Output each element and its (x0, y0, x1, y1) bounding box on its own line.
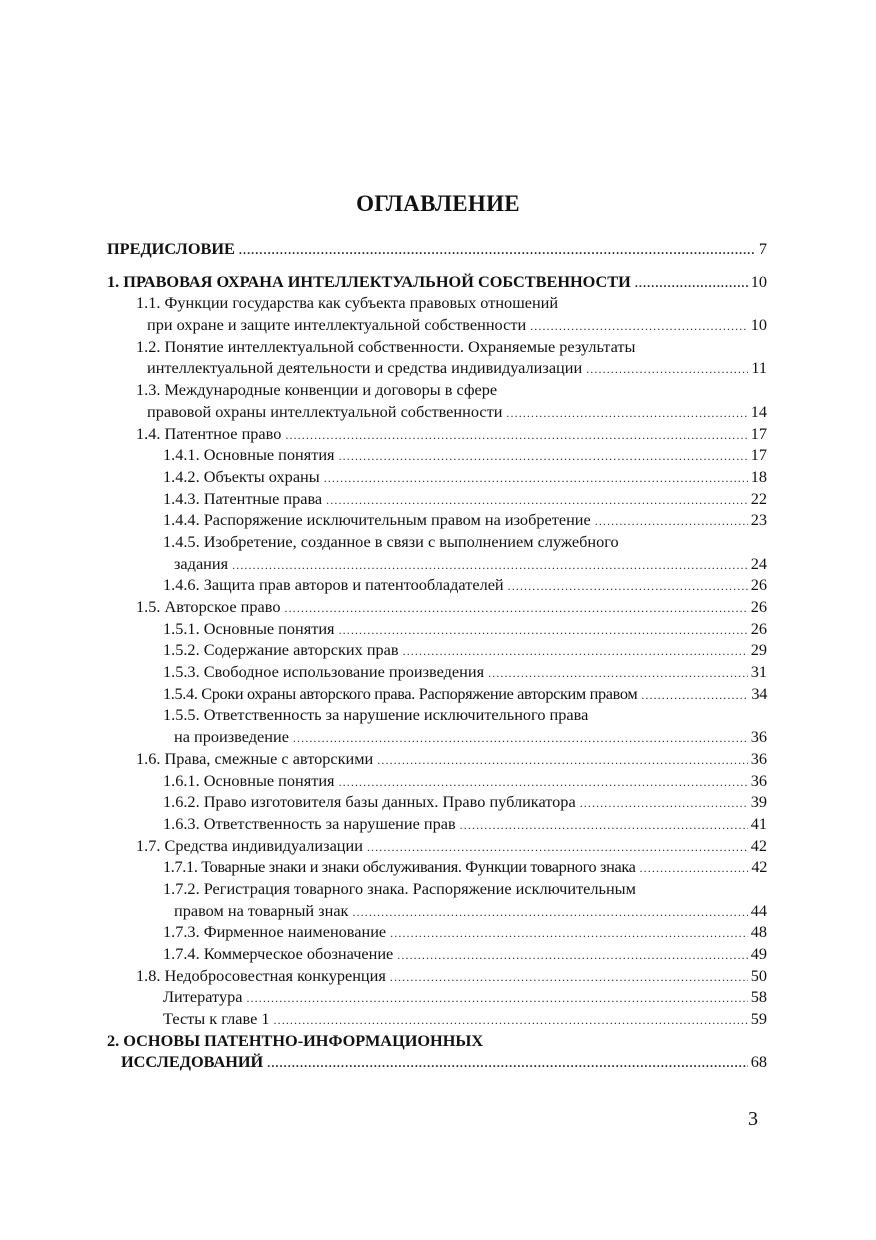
toc-entry-1-7-2-line2[interactable] (107, 900, 767, 922)
toc-entry-title: Тесты к главе 1 (163, 1009, 270, 1029)
dot-leader (460, 815, 748, 837)
toc-entry-title: 1.5.1. Основные понятия (163, 618, 335, 638)
dot-leader (284, 598, 747, 620)
page-title: ОГЛАВЛЕНИЕ (356, 191, 520, 216)
toc-entry-title-cont: ИССЛЕДОВАНИЙ (121, 1052, 264, 1072)
toc-entry-1-7[interactable] (107, 835, 767, 857)
dot-leader (293, 728, 748, 750)
toc-entry-preface[interactable] (107, 238, 767, 260)
toc-entry-1-5[interactable] (107, 596, 767, 618)
toc-entry-1-4-3[interactable] (107, 488, 767, 510)
toc-entry-title: 1.4.4. Распоряжение исключительным правом на изобретение (163, 510, 591, 530)
toc-entry-title: 1. ПРАВОВАЯ ОХРАНА ИНТЕЛЛЕКТУАЛЬНОЙ СОБСТВЕННОСТИ (107, 271, 631, 291)
toc-entry-1-8[interactable] (107, 965, 767, 987)
toc-entry-title-cont: правовой охраны интеллектуальной собственности (147, 401, 503, 421)
dot-leader (508, 576, 748, 598)
toc-entry-1-2-line2[interactable] (107, 357, 767, 379)
toc-entry-title: 1.8. Недобросовестная конкуренция (136, 965, 386, 985)
dot-leader (530, 316, 748, 338)
dot-leader (239, 240, 756, 262)
toc-entry-title: 1.4. Патентное право (136, 423, 282, 443)
toc-page-number: 41 (750, 813, 767, 833)
dot-leader (339, 772, 748, 794)
toc-entry-1-7-1[interactable] (107, 856, 767, 878)
toc-entry-1-4-6[interactable] (107, 574, 767, 596)
toc-page-number: 17 (750, 445, 767, 465)
toc-entry-1-6-2[interactable] (107, 791, 767, 813)
toc-entry-title: 1.6. Права, смежные с авторскими (136, 748, 374, 768)
toc-entry-title: 1.7. Средства индивидуализации (136, 835, 363, 855)
toc-entry-title: 1.7.1. Товарные знаки и знаки обслуживания. Функции товарного знака (163, 857, 636, 877)
toc-entry-title: 1.6.3. Ответственность за нарушение прав (163, 813, 456, 833)
dot-leader (285, 425, 747, 447)
toc-page-number: 26 (750, 597, 767, 616)
toc-entry-title: 1.4.1. Основные понятия (163, 445, 335, 465)
dot-leader (580, 793, 748, 815)
dot-leader (635, 273, 748, 295)
toc-entry-chapter-2-line1[interactable] (107, 1030, 767, 1052)
toc-entry-title: 1.5. Авторское право (136, 597, 281, 616)
toc-entry-chapter-2-line2[interactable] (107, 1051, 767, 1073)
dot-leader (390, 923, 748, 945)
toc-page-number: 14 (750, 401, 767, 421)
toc-entry-title: 1.5.5. Ответственность за нарушение исключительного права (163, 705, 589, 725)
toc-entry-1-1-line1[interactable] (107, 292, 767, 314)
dot-leader (390, 967, 748, 989)
toc-entry-1-5-3[interactable] (107, 661, 767, 683)
toc-page-number: 36 (750, 770, 767, 790)
page-number: 3 (748, 1108, 758, 1130)
toc-page-number: 31 (750, 662, 767, 682)
toc-entry-title: 1.5.3. Свободное использование произведения (163, 662, 485, 682)
toc-entry-1-7-4[interactable] (107, 943, 767, 965)
toc-entry-1-5-5-line1[interactable] (107, 704, 767, 726)
toc-page-number: 68 (750, 1052, 767, 1072)
dot-leader (246, 988, 747, 1010)
toc-entry-title: 1.7.2. Регистрация товарного знака. Распоряжение исключительным (163, 878, 636, 898)
toc-entry-title: 1.4.5. Изобретение, созданное в связи с выполнением служебного (163, 531, 619, 551)
toc-entry-1-5-1[interactable] (107, 618, 767, 640)
toc-page-number: 18 (750, 466, 767, 486)
toc-page-number: 58 (750, 987, 767, 1007)
dot-leader (377, 750, 747, 772)
dot-leader (397, 945, 747, 967)
dot-leader (324, 468, 748, 490)
toc-entry-title: 1.5.2. Содержание авторских прав (163, 640, 399, 660)
dot-leader (640, 858, 749, 880)
toc-entry-1-5-4[interactable] (107, 683, 767, 705)
dot-leader (367, 837, 748, 859)
dot-leader (586, 359, 748, 381)
toc-entry-1-7-2-line1[interactable] (107, 878, 767, 900)
dot-leader (595, 511, 748, 533)
toc-page-number: 49 (750, 944, 767, 963)
toc-entry-title: 1.4.6. Защита прав авторов и патентообладателей (163, 575, 504, 595)
toc-page-number: 23 (750, 510, 767, 530)
toc-entry-1-4[interactable] (107, 423, 767, 445)
toc-page-number: 10 (750, 271, 767, 291)
toc-page-number: 59 (750, 1009, 767, 1029)
toc-entry-1-3-line2[interactable] (107, 401, 767, 423)
toc-page-number: 48 (750, 922, 767, 942)
toc-page-number: 26 (750, 618, 767, 638)
toc-page-number: 36 (750, 727, 767, 747)
toc-entry-1-4-2[interactable] (107, 466, 767, 488)
toc-page-number: 50 (750, 965, 767, 985)
toc-page-number: 24 (750, 553, 767, 573)
toc-entry-title: ПРЕДИСЛОВИЕ (107, 239, 235, 258)
dot-leader (339, 620, 748, 642)
toc-entry-1-4-5-line1[interactable] (107, 531, 767, 553)
toc-entry-title-cont: на произведение (174, 727, 289, 747)
toc-page-number: 42 (751, 857, 767, 877)
toc-entry-1-2-line1[interactable] (107, 336, 767, 358)
toc-page-number: 36 (750, 748, 767, 768)
toc-entry-literature[interactable] (107, 986, 767, 1008)
toc-entry-title: 1.6.1. Основные понятия (163, 770, 335, 790)
toc-entry-title: 1.4.3. Патентные права (163, 488, 323, 508)
toc-entry-chapter-1[interactable] (107, 271, 767, 293)
toc-entry-tests-1[interactable] (107, 1008, 767, 1030)
toc-entry-title: 1.7.3. Фирменное наименование (163, 922, 387, 942)
dot-leader (267, 1053, 748, 1075)
toc-entry-1-7-3[interactable] (107, 921, 767, 943)
dot-leader (403, 641, 748, 663)
table-of-contents (107, 238, 767, 1073)
toc-entry-title-cont: задания (174, 553, 229, 573)
dot-leader (232, 555, 748, 577)
toc-entry-title: Литература (163, 987, 243, 1007)
toc-page-number: 42 (750, 835, 767, 855)
toc-page-number: 29 (750, 640, 767, 660)
dot-leader (339, 446, 748, 468)
toc-entry-title: 1.7.4. Коммерческое обозначение (163, 944, 394, 963)
toc-page-number: 22 (750, 488, 767, 508)
toc-entry-title: 1.6.2. Право изготовителя базы данных. Право публикатора (163, 792, 576, 812)
dot-leader (352, 902, 747, 924)
toc-entry-1-6-1[interactable] (107, 770, 767, 792)
toc-entry-title-cont: при охране и защите интеллектуальной собственности (147, 315, 527, 335)
toc-entry-1-3-line1[interactable] (107, 379, 767, 401)
toc-entry-title: 1.1. Функции государства как субъекта правовых отношений (136, 293, 559, 313)
toc-page-number: 26 (750, 575, 767, 595)
toc-entry-1-4-4[interactable] (107, 509, 767, 531)
dot-leader (641, 685, 748, 707)
toc-entry-title: 2. ОСНОВЫ ПАТЕНТНО-ИНФОРМАЦИОННЫХ (107, 1030, 484, 1050)
dot-leader (274, 1010, 748, 1032)
toc-page-number: 10 (750, 315, 767, 335)
toc-entry-title: 1.3. Международные конвенции и договоры в сфере (136, 380, 498, 400)
toc-entry-1-4-5-line2[interactable] (107, 553, 767, 575)
dot-leader (488, 663, 748, 685)
toc-entry-1-5-2[interactable] (107, 639, 767, 661)
toc-page-number: 7 (758, 239, 767, 258)
toc-entry-title: 1.4.2. Объекты охраны (163, 466, 320, 486)
dot-leader (506, 403, 747, 425)
toc-page-number: 11 (751, 358, 767, 378)
toc-entry-1-4-1[interactable] (107, 444, 767, 466)
toc-entry-title-cont: правом на товарный знак (174, 900, 349, 920)
toc-page-number: 34 (751, 683, 767, 703)
toc-entry-title-cont: интеллектуальной деятельности и средства индивидуализации (147, 358, 583, 378)
toc-page-number: 44 (750, 900, 767, 920)
dot-leader (326, 490, 748, 512)
toc-entry-1-6[interactable] (107, 748, 767, 770)
toc-page-number: 17 (750, 423, 767, 443)
toc-entry-title: 1.2. Понятие интеллектуальной собственности. Охраняемые результаты (136, 336, 636, 356)
toc-entry-1-5-5-line2[interactable] (107, 726, 767, 748)
toc-entry-1-1-line2[interactable] (107, 314, 767, 336)
toc-page-number: 39 (750, 792, 767, 812)
toc-entry-title: 1.5.4. Сроки охраны авторского права. Распоряжение авторским правом (163, 683, 638, 703)
toc-entry-1-6-3[interactable] (107, 813, 767, 835)
